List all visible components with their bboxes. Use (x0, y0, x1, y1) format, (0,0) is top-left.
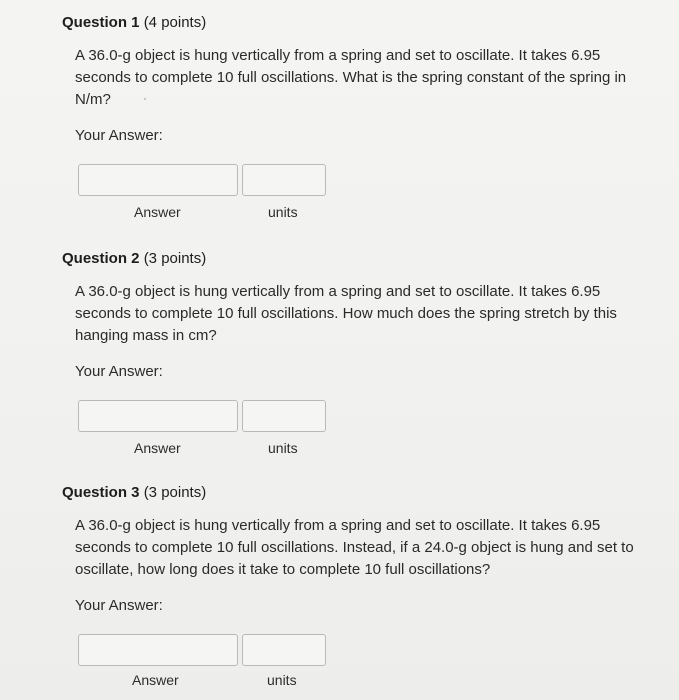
question-1-text: A 36.0-g object is hung vertically from a spring and set to oscillate. It takes 6.95 seconds to complete 10 full oscillations. What is the spring constant of the spring in N/m? (75, 47, 627, 108)
units-input[interactable] (242, 634, 326, 666)
question-2-text: A 36.0-g object is hung vertically from a spring and set to oscillate. It takes 6.95 seconds to complete 10 full oscillations. How much does the spring stretch by this hanging mass in cm? (75, 283, 617, 344)
units-input[interactable] (242, 400, 326, 432)
question-3-text: A 36.0-g object is hung vertically from a spring and set to oscillate. It takes 6.95 seconds to complete 10 full oscillations. Instead, if a 24.0-g object is hung and set to oscillate, how long does it take to complete 10 full oscillations? (75, 517, 634, 578)
units-input[interactable] (242, 164, 326, 196)
your-answer-label: Your Answer: (75, 127, 163, 144)
question-3-title (62, 484, 206, 501)
answer-caption: Answer (134, 204, 181, 220)
question-points: (4 points) (143, 14, 207, 31)
answer-caption: Answer (132, 672, 179, 688)
question-points: (3 points) (143, 250, 207, 267)
answer-input[interactable] (78, 400, 238, 432)
units-caption: units (268, 204, 298, 220)
question-label: Question 3 (62, 484, 140, 501)
units-caption: units (267, 672, 297, 688)
answer-caption: Answer (134, 440, 181, 456)
your-answer-label: Your Answer: (75, 363, 163, 380)
question-2-title (62, 250, 206, 267)
dust-speck (144, 98, 146, 100)
your-answer-label: Your Answer: (75, 597, 163, 614)
answer-input[interactable] (78, 634, 238, 666)
question-label: Question 1 (62, 14, 140, 31)
answer-input[interactable] (78, 164, 238, 196)
units-caption: units (268, 440, 298, 456)
question-points: (3 points) (143, 484, 207, 501)
question-1-title (62, 14, 206, 31)
question-label: Question 2 (62, 250, 140, 267)
